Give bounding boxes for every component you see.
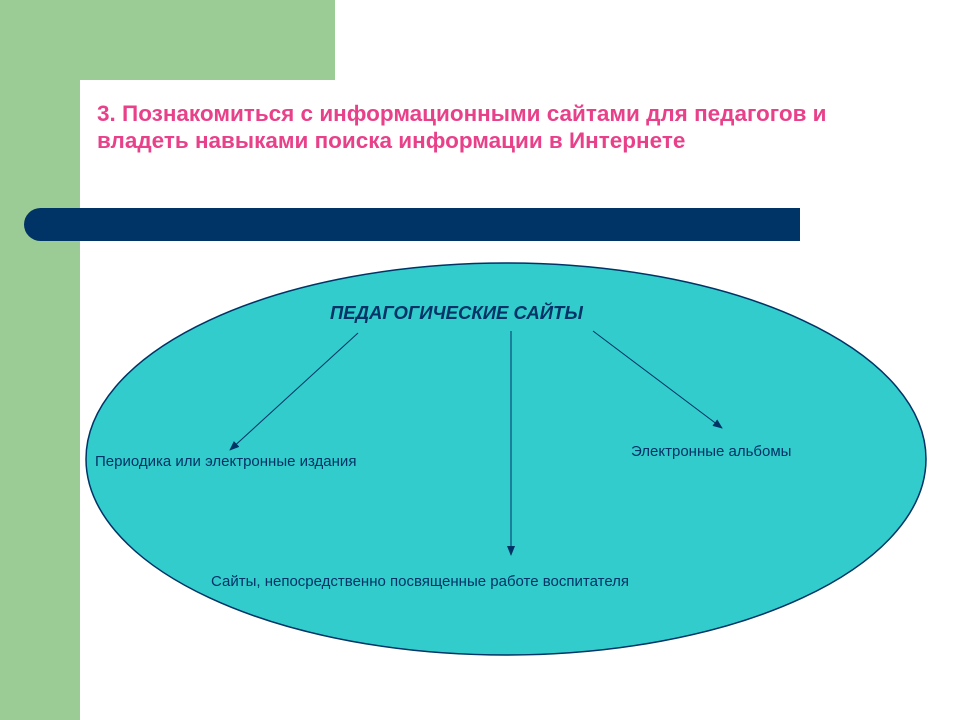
branch-label-albums: Электронные альбомы: [631, 443, 792, 460]
slide-title: 3. Познакомиться с информационными сайтами для педагогов и владеть навыками поиска информации в Интернете: [97, 101, 827, 153]
branch-label-periodicals: Периодика или электронные издания: [95, 453, 357, 470]
branch-label-teacher-sites: Сайты, непосредственно посвященные работе воспитателя: [211, 573, 630, 590]
diagram-center-label: ПЕДАГОГИЧЕСКИЕ САЙТЫ: [330, 302, 583, 323]
